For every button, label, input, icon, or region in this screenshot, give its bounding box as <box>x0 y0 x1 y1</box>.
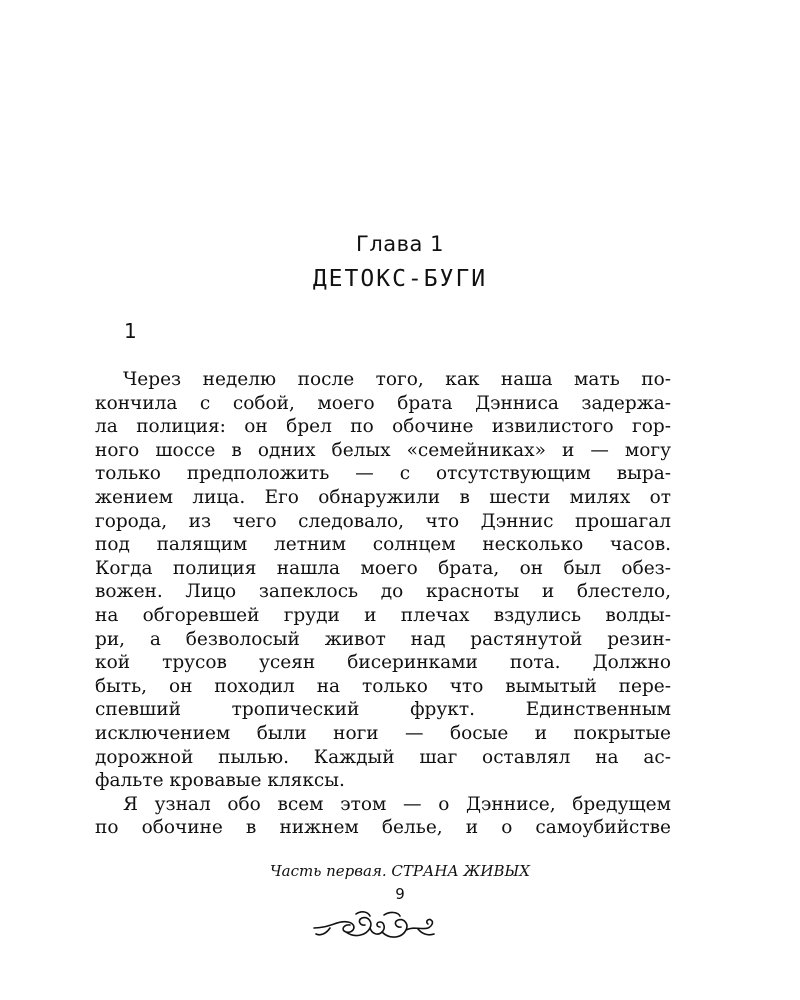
text-line: под палящим летним солнцем несколько часов. <box>95 534 671 556</box>
text-line: по обочине в нижнем белье, и о самоубийстве <box>95 817 671 839</box>
paragraph-1 <box>95 368 671 793</box>
flourish-ornament-icon <box>310 906 440 946</box>
text-line: Через неделю после того, как наша мать по- <box>123 369 671 390</box>
text-line: Я узнал обо всем этом — о Дэннисе, бредущем <box>123 793 671 815</box>
running-footer-title: Часть первая. СТРАНА ЖИВЫХ <box>270 862 530 880</box>
text-line: кой трусов усеян бисеринками пота. Должно <box>95 652 671 674</box>
chapter-title: ДЕТОКС-БУГИ <box>312 266 488 292</box>
section-number: 1 <box>124 319 137 343</box>
paragraph-2 <box>95 793 671 840</box>
body-text <box>95 368 671 840</box>
text-line: фальте кровавые кляксы. <box>95 770 345 792</box>
text-line: города, из чего следовало, что Дэннис прошагал <box>95 510 671 532</box>
text-line: только предположить — с отсутствующим выра- <box>95 463 671 485</box>
text-line: жением лица. Его обнаружили в шести милях от <box>95 486 671 508</box>
page-number: 9 <box>395 885 405 903</box>
text-line: быть, он походил на только что вымытый пере- <box>95 675 671 697</box>
text-line: исключением были ноги — босые и покрытые <box>95 722 671 744</box>
text-line: на обгоревшей груди и плечах вздулись волды- <box>95 604 671 626</box>
text-line: вожен. Лицо запеклось до красноты и блестело, <box>95 581 671 603</box>
text-line: спевший тропический фрукт. Единственным <box>95 699 671 721</box>
text-line: ри, а безволосый живот над растянутой резин- <box>95 628 671 650</box>
text-line: дорожной пылью. Каждый шаг оставлял на ас- <box>95 746 671 768</box>
text-line: ла полиция: он брел по обочине извилистого гор- <box>95 416 671 438</box>
text-line: кончила с собой, моего брата Дэнниса задержа- <box>95 392 671 414</box>
chapter-label: Глава 1 <box>356 232 444 256</box>
text-line: ного шоссе в одних белых «семейниках» и — могу <box>95 439 671 461</box>
text-line: Когда полиция нашла моего брата, он был обез- <box>95 557 671 579</box>
